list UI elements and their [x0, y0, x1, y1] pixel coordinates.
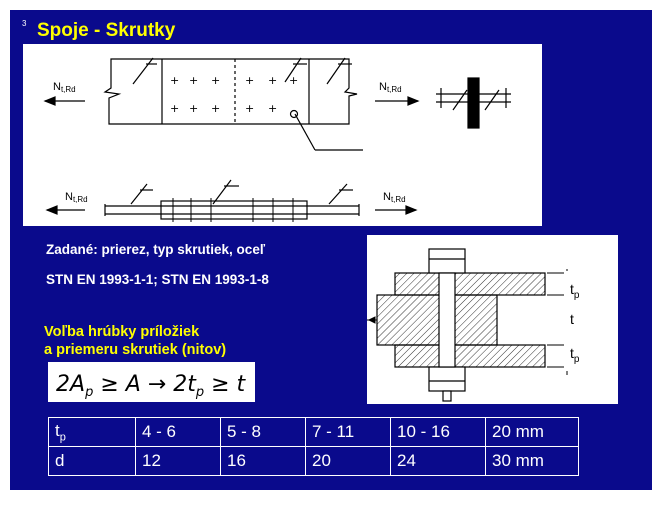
tp-bottom-label: $t_p$ [570, 345, 580, 365]
force-label-left-top: Nt,Rd [53, 81, 76, 94]
t-label: t [570, 311, 574, 327]
given-line-1: Zadané: prierez, typ skrutiek, oceľ [46, 242, 266, 257]
table-cell: 5 - 8 [221, 418, 306, 447]
row-head-tp: $t_p$ [49, 418, 136, 447]
table-cell: 30 mm [486, 447, 579, 476]
svg-text:+: + [170, 74, 180, 87]
svg-text:+: + [245, 74, 255, 87]
table-cell: 10 - 16 [391, 418, 486, 447]
svg-text:+: + [189, 74, 199, 87]
svg-text:+: + [268, 74, 278, 87]
splice-diagram-panel [23, 44, 542, 226]
svg-text:+: + [268, 102, 278, 115]
svg-text:+: + [245, 102, 255, 115]
slide [10, 10, 652, 490]
table-cell: 20 mm [486, 418, 579, 447]
table-cell: 20 [306, 447, 391, 476]
row-head-d: d [49, 447, 136, 476]
svg-text:+: + [289, 74, 299, 87]
table-cell: 7 - 11 [306, 418, 391, 447]
slide-number: 3 [22, 19, 27, 28]
table-cell: 16 [221, 447, 306, 476]
table-cell: 12 [136, 447, 221, 476]
svg-text:2Ap ≥ A → 2tp ≥ t: $2A_p \ge A \to 2t_p \ge t$ [56, 372, 246, 400]
tp-top-label: $t_p$ [570, 281, 580, 301]
bolted-splice-diagram [23, 44, 542, 226]
svg-text:+: + [170, 102, 180, 115]
choice-line-1: Voľba hrúbky príložiek [44, 324, 200, 340]
formula-box [48, 362, 255, 402]
force-label-left-bottom: Nt,Rd [65, 191, 88, 204]
svg-text:+: + [189, 102, 199, 115]
formula [48, 362, 255, 402]
slide-title: Spoje - Skrutky [37, 20, 176, 41]
svg-text:+: + [211, 74, 221, 87]
force-label-right-bottom: Nt,Rd [383, 191, 406, 204]
dimension-table [48, 417, 579, 476]
table-row [49, 447, 579, 476]
table-row [49, 418, 579, 447]
thickness-labels [564, 271, 604, 371]
choice-line-2: a priemeru skrutiek (nitov) [44, 342, 227, 358]
force-label-right-top: Nt,Rd [379, 81, 402, 94]
svg-text:+: + [211, 102, 221, 115]
table-cell: 4 - 6 [136, 418, 221, 447]
given-line-2: STN EN 1993-1-1; STN EN 1993-1-8 [46, 272, 269, 287]
table-cell: 24 [391, 447, 486, 476]
